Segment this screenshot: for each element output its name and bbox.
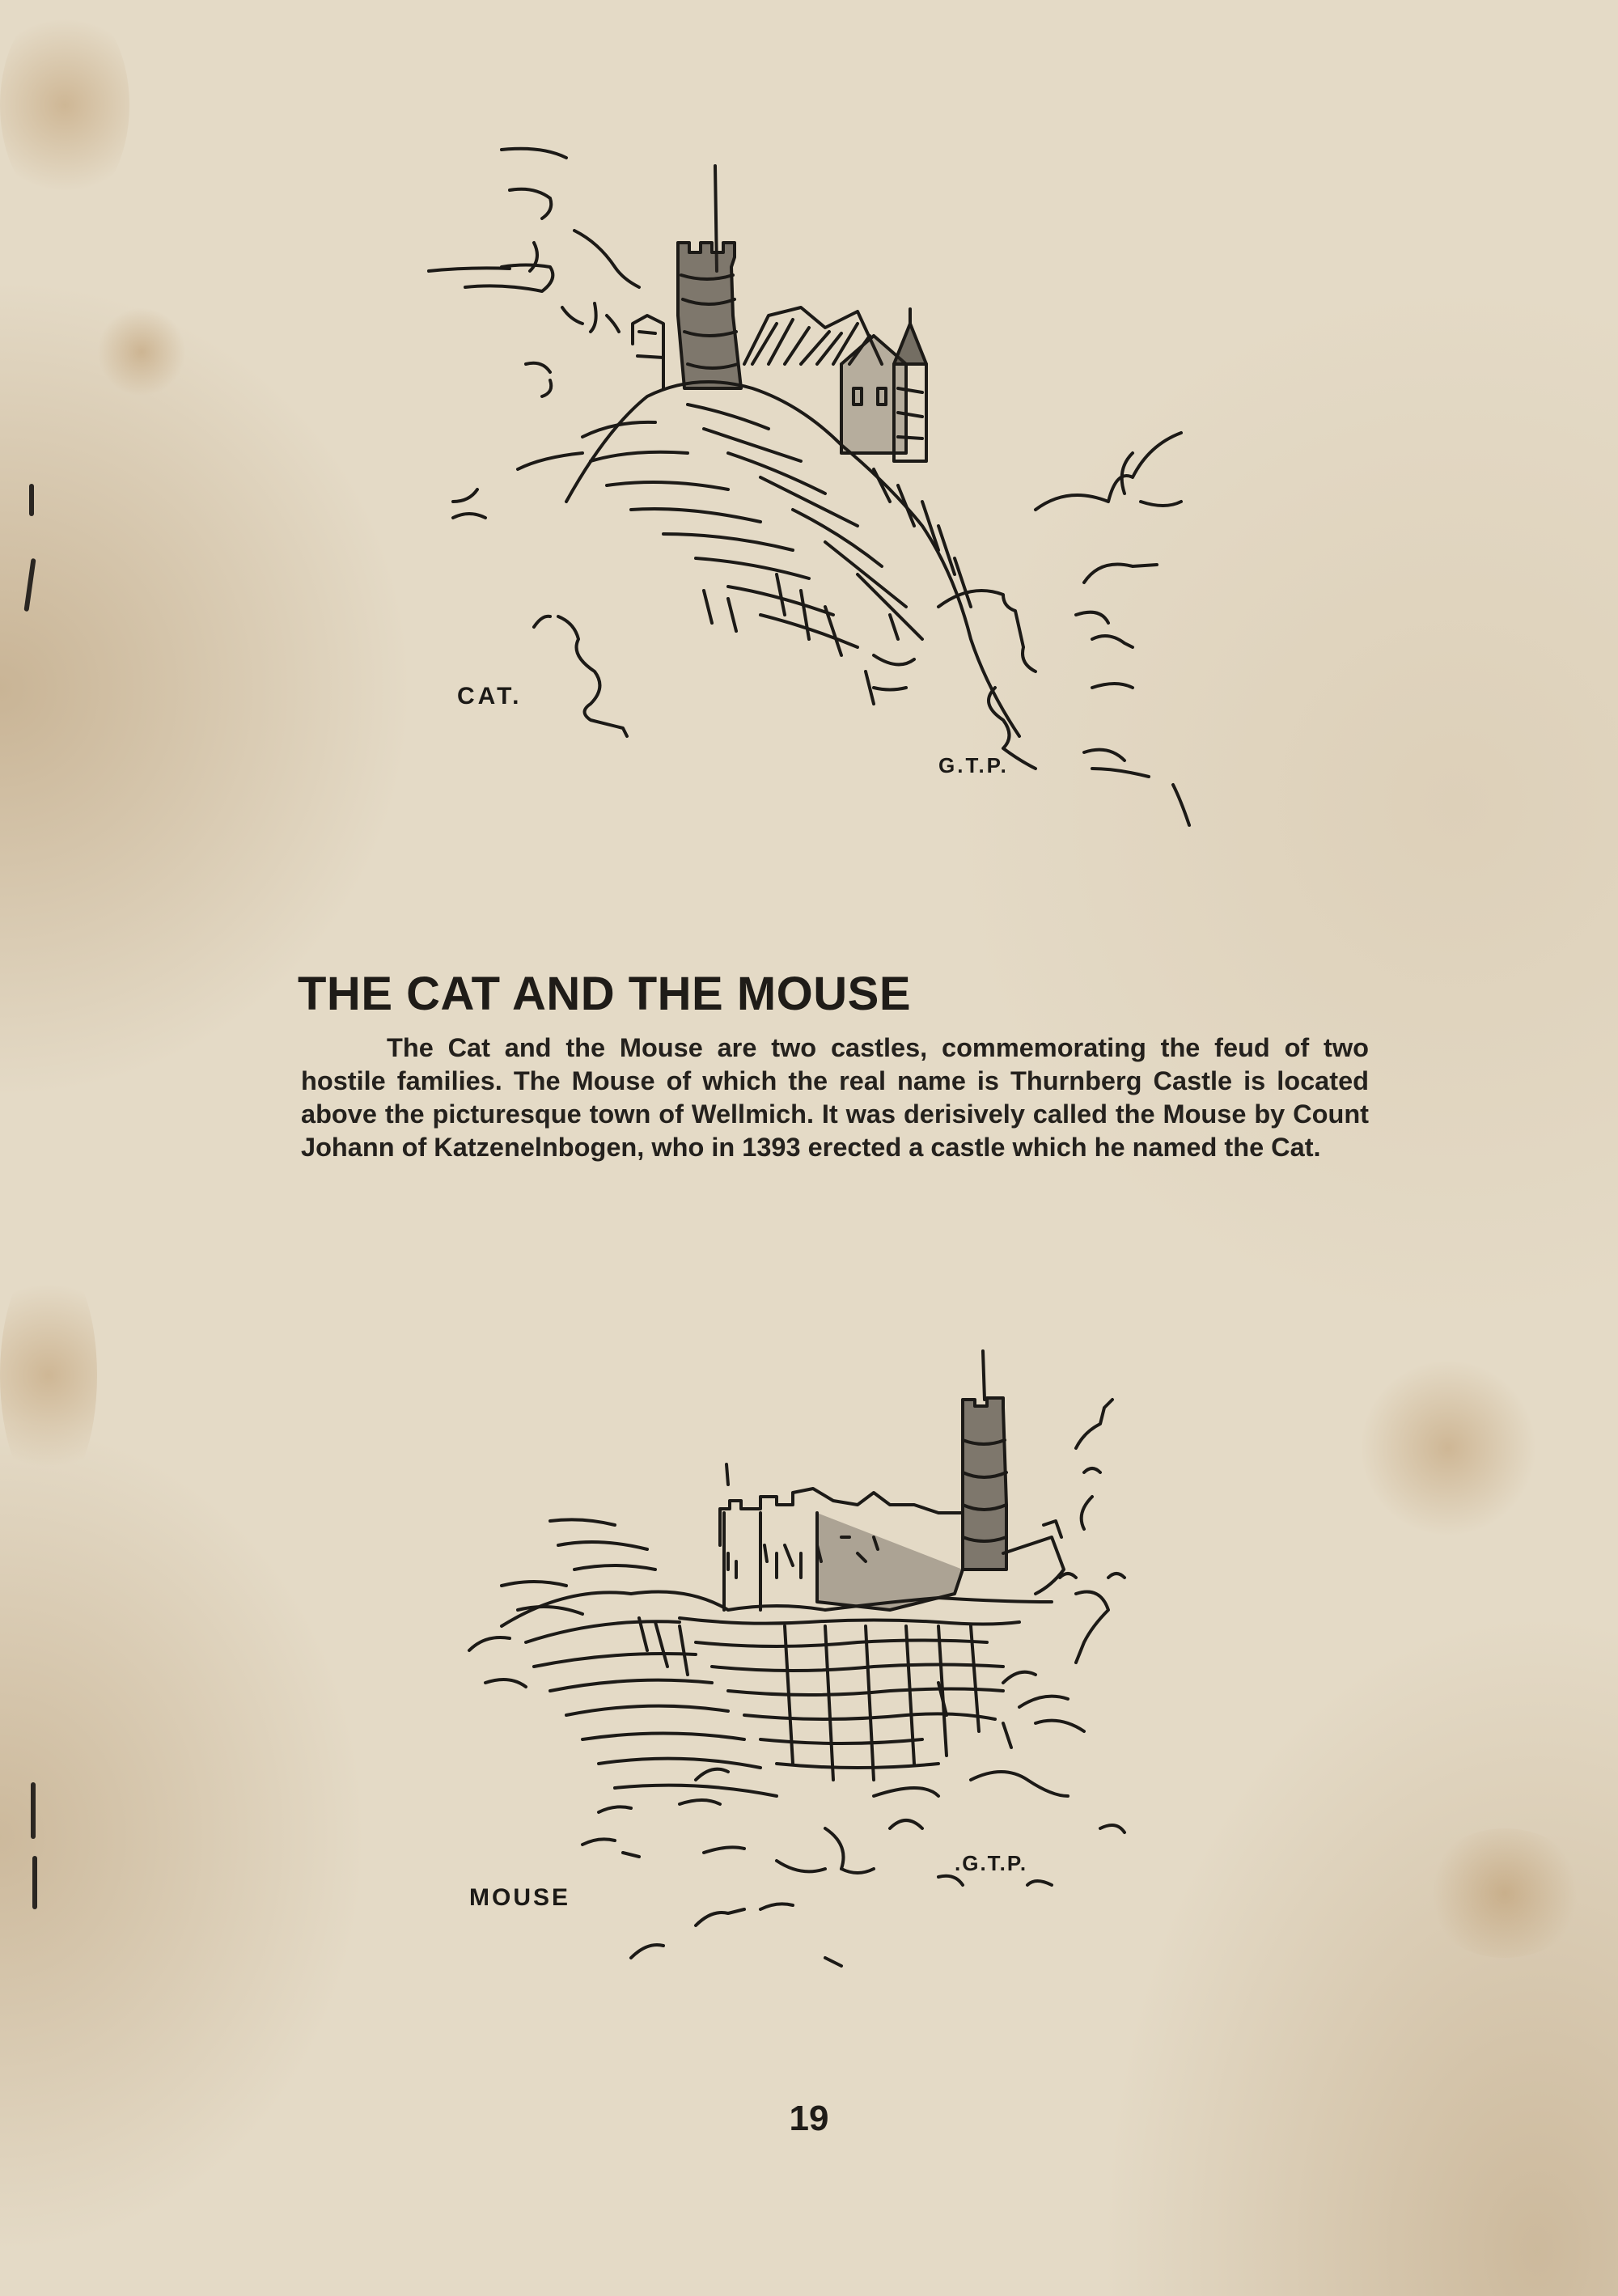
paper-stain: [0, 1254, 97, 1497]
cat-artist-initials: G.T.P.: [938, 753, 1009, 777]
paper-stain: [1424, 1828, 1586, 1958]
paper-stain: [1359, 1359, 1537, 1537]
margin-mark: [31, 1782, 36, 1839]
mouse-caption: MOUSE: [469, 1884, 571, 1911]
page-number: 19: [789, 2099, 829, 2138]
page-title: THE CAT AND THE MOUSE: [298, 968, 912, 1020]
article-paragraph: The Cat and the Mouse are two castles, commemorating the feud of two hostile families. The Mouse of which the real name is Thurnberg Castle is located above the picturesque town of Wellmich. It was derisively called the Mouse by Count Johann of Katzenelnbogen, who in 1393 erected a castle which he named the Cat.: [301, 1033, 1369, 1162]
paper-stain: [0, 0, 129, 210]
margin-mark: [23, 558, 36, 612]
mouse-artist-initials: .G.T.P.: [955, 1851, 1028, 1875]
cat-castle-illustration: [421, 121, 1246, 833]
mouse-castle-illustration: [437, 1343, 1262, 2006]
cat-caption: CAT.: [457, 683, 523, 710]
paper-stain: [97, 307, 186, 396]
margin-mark: [32, 1856, 37, 1909]
margin-mark: [29, 484, 34, 516]
